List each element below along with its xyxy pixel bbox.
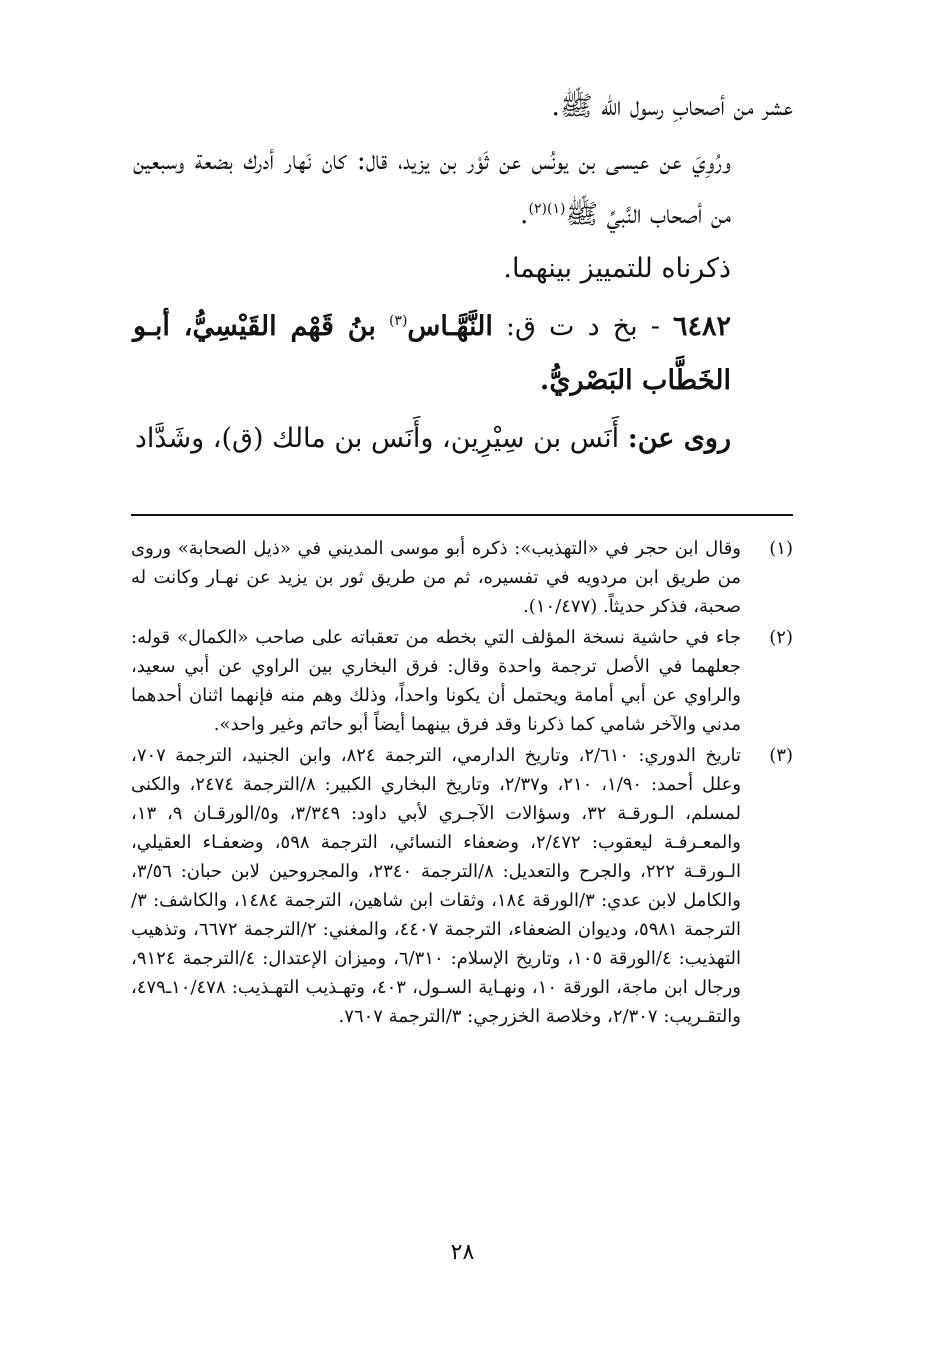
footnote-1 [131,534,793,621]
page-number: ٢٨ [450,1240,475,1265]
footnote-ref-1-2[interactable]: (١)(٢) [528,201,566,217]
paragraph-opening [133,80,793,134]
entry-name-rest: بنُ قَهْم القَيْسِيُّ، أبـو الخَطَّاب البَصْريُّ. [133,311,731,396]
paragraph-narration-end: . [519,199,529,230]
footnote-text: جاء في حاشية نسخة المؤلف التي بخطه من تعقباته على صاحب «الكمال» قوله: جعلهما في الأصل ترجمة واحدة وقال: فرق البخاري بين الراوي عن أبي سعيد، والراوي عن أبي أمامة ويحتمل أن يكونا واحداً، وذلك وهم منه فإنهما اثنان أحدهما مدني والآخر شامي كما ذكرنا وقد فرق بينهما أيضاً أبو حاتم وغير واحد». [131,627,741,735]
footnote-text: وقال ابن حجر في «التهذيب»: ذكره أبو موسى المديني في «ذيل الصحابة» وروى من طريق ابن مردويه في تفسيره، ثم من طريق ثور بن يزيد عن نهـار وكانت له صحبة، فذكر حديثاً. (١٠/٤٧٧). [131,538,741,617]
main-text [133,80,793,466]
footnote-ref-3[interactable]: (٣) [388,313,408,329]
paragraph-distinction-text: ذكرناه للتمييز بينهما. [503,253,731,284]
footnotes [131,534,793,1033]
entry-number: ٦٤٨٢ [672,311,731,342]
paragraph-narrated-from [133,412,793,466]
footnote-text: تاريخ الدوري: ٢/٦١٠، وتاريخ الدارمي، الترجمة ٨٢٤، وابن الجنيد، الترجمة ٧٠٧، وعلل أحمد: ١/٩٠، ٢١٠، و٢/٣٧، وتاريخ البخاري الكبير: ٨/الترجمة ٢٤٧٤، والكنى لمسلم، الـورقـة ٣٢، وسؤالات الآجـري لأبي داود: ٣/٣٤٩، و٥/الورقـان ٩، ١٣، والمعـرفـة ليعقوب: ٢/٤٧٢، وضعفاء النسائي، الترجمة ٥٩٨، وضعفـاء العقيلي، الـورقـة ٢٢٢، والجرح والتعديل: ٨/الترجمة ٢٣٤٠، والمجروحين لابن حبان: ٣/٥٦، والكامل لابن عدي: ٣/الورقة ١٨٤، وثقات ابن شاهين، الترجمة ١٤٨٤، والكاشف: ٣/الترجمة ٥٩٨١، وديوان الضعفاء، الترجمة ٤٤٠٧، والمغني: ٢/الترجمة ٦٦٧٢، وتذهيب التهذيب: ٤/الورقة ١٠٥، وتاريخ الإسلام: ٦/٣١٠، وميزان الإعتدال: ٤/الترجمة ٩١٢٤، ورجال ابن ماجة، الورقة ١٠، ونهـاية السـول، ٤٠٣، وتهـذيب التهـذيب: ١٠/٤٧٨ـ٤٧٩، والتقـريب: ٢/٣٠٧، وخلاصة الخزرجي: ٣/الترجمة ٧٦٠٧. [131,745,742,1027]
footnote-divider [131,514,793,516]
footnote-number: (١) [769,538,793,559]
narrated-from-label: روى عن: [627,423,731,454]
footnote-3 [131,741,793,1031]
paragraph-distinction [133,242,793,296]
narrated-from-text: أَنَس بن سِيْرِين، وأَنَس بن مالك (ق)، وشَدَّاد [134,423,620,454]
paragraph-narration [133,134,793,242]
footnote-2 [131,623,793,739]
footnote-number: (٢) [769,627,793,648]
entry-heading [133,300,793,408]
entry-codes: - بخ د ت ق: [505,311,660,342]
footnote-number: (٣) [769,745,793,766]
entry-name: النَّهَّـاس [407,311,493,342]
paragraph-opening-text: عشر من أصحابِ رسول الله ﷺ. [551,91,793,122]
paragraph-narration-text: ورُوِيَ عن عيسى بن يونُس عن ثَوْر بن يزيد، قال: كان نَهار أدرك بضعة وسبعين من أصحاب النَّبيِّ ﷺ [133,145,731,230]
